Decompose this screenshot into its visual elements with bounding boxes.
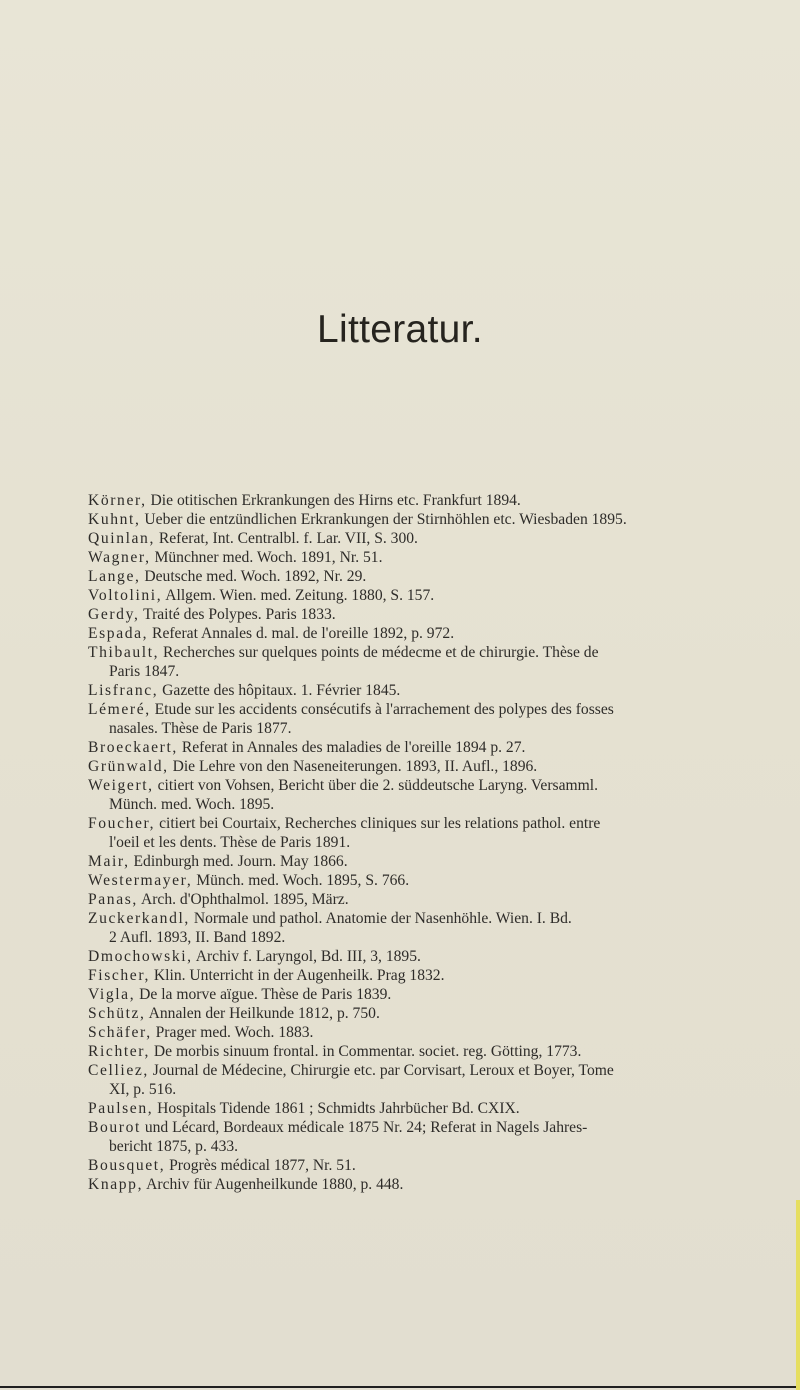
reference-author: Grünwald, bbox=[88, 758, 169, 775]
reference-author: Bousquet, bbox=[88, 1157, 166, 1174]
page-right-edge bbox=[796, 1200, 800, 1390]
reference-entry bbox=[88, 567, 714, 586]
reference-entry bbox=[88, 871, 714, 890]
reference-entry bbox=[88, 776, 714, 814]
reference-author: Panas, bbox=[88, 891, 138, 908]
reference-text: Archiv f. Laryngol, Bd. III, 3, 1895. bbox=[195, 948, 421, 965]
reference-author: Körner, bbox=[88, 492, 147, 509]
reference-entry bbox=[88, 1118, 714, 1156]
reference-text: Klin. Unterricht in der Augenheilk. Prag 1832. bbox=[153, 967, 445, 984]
reference-entry bbox=[88, 624, 714, 643]
reference-text: Traité des Polypes. Paris 1833. bbox=[143, 606, 336, 623]
reference-text: Edinburgh med. Journ. May 1866. bbox=[133, 853, 348, 870]
reference-text: Archiv für Augenheilkunde 1880, p. 448. bbox=[146, 1176, 404, 1193]
reference-author: Lémeré, bbox=[88, 701, 151, 718]
reference-entry bbox=[88, 700, 714, 738]
reference-text: Ueber die entzündlichen Erkrankungen der Stirnhöhlen etc. Wiesbaden 1895. bbox=[144, 511, 627, 528]
reference-text: Prager med. Woch. 1883. bbox=[155, 1024, 314, 1041]
reference-author: Knapp, bbox=[88, 1176, 144, 1193]
reference-entry bbox=[88, 1023, 714, 1042]
reference-text-continuation: Paris 1847. bbox=[109, 663, 180, 680]
reference-entry bbox=[88, 1175, 714, 1194]
reference-author: Schäfer, bbox=[88, 1024, 152, 1041]
reference-author: Gerdy, bbox=[88, 606, 140, 623]
reference-author: Lange, bbox=[88, 568, 141, 585]
page-title: Litteratur. bbox=[317, 308, 483, 351]
reference-text-continuation: Münch. med. Woch. 1895. bbox=[109, 796, 275, 813]
reference-author: Fischer, bbox=[88, 967, 150, 984]
reference-text-continuation: bericht 1875, p. 433. bbox=[109, 1138, 239, 1155]
reference-list bbox=[88, 491, 714, 1194]
reference-text: Deutsche med. Woch. 1892, Nr. 29. bbox=[144, 568, 367, 585]
reference-text: Normale und pathol. Anatomie der Nasenhöhle. Wien. I. Bd. bbox=[193, 910, 572, 927]
reference-author: Foucher, bbox=[88, 815, 156, 832]
reference-entry bbox=[88, 738, 714, 757]
reference-entry bbox=[88, 947, 714, 966]
reference-text: Arch. d'Ophthalmol. 1895, März. bbox=[140, 891, 349, 908]
reference-text: Münchner med. Woch. 1891, Nr. 51. bbox=[154, 549, 383, 566]
reference-author: Vigla, bbox=[88, 986, 136, 1003]
reference-entry bbox=[88, 548, 714, 567]
reference-author: Thibault, bbox=[88, 644, 160, 661]
reference-text: De la morve aïgue. Thèse de Paris 1839. bbox=[139, 986, 392, 1003]
reference-entry bbox=[88, 1042, 714, 1061]
reference-entry bbox=[88, 586, 714, 605]
reference-text: und Lécard, Bordeaux médicale 1875 Nr. 24; Referat in Nagels Jahres- bbox=[144, 1119, 588, 1136]
reference-entry bbox=[88, 1156, 714, 1175]
reference-author: Dmochowski, bbox=[88, 948, 193, 965]
reference-text: Recherches sur quelques points de médecme et de chirurgie. Thèse de bbox=[163, 644, 599, 661]
reference-entry bbox=[88, 1099, 714, 1118]
reference-entry bbox=[88, 1061, 714, 1099]
reference-text-continuation: 2 Aufl. 1893, II. Band 1892. bbox=[109, 929, 286, 946]
reference-text: Annalen der Heilkunde 1812, p. 750. bbox=[148, 1005, 380, 1022]
reference-author: Mair, bbox=[88, 853, 130, 870]
reference-author: Paulsen, bbox=[88, 1100, 154, 1117]
reference-text: De morbis sinuum frontal. in Commentar. societ. reg. Götting, 1773. bbox=[153, 1043, 582, 1060]
reference-text-continuation: nasales. Thèse de Paris 1877. bbox=[109, 720, 292, 737]
reference-text: Hospitals Tidende 1861 ; Schmidts Jahrbücher Bd. CXIX. bbox=[157, 1100, 520, 1117]
reference-entry bbox=[88, 890, 714, 909]
reference-text: Gazette des hôpitaux. 1. Février 1845. bbox=[162, 682, 401, 699]
reference-entry bbox=[88, 643, 714, 681]
reference-author: Kuhnt, bbox=[88, 511, 141, 528]
reference-text: Referat Annales d. mal. de l'oreille 1892, p. 972. bbox=[152, 625, 455, 642]
reference-entry bbox=[88, 814, 714, 852]
reference-entry bbox=[88, 909, 714, 947]
reference-text: Journal de Médecine, Chirurgie etc. par Corvisart, Leroux et Boyer, Tome bbox=[152, 1062, 614, 1079]
reference-author: Quinlan, bbox=[88, 530, 155, 547]
reference-text: Referat in Annales des maladies de l'oreille 1894 p. 27. bbox=[181, 739, 526, 756]
reference-text-continuation: l'oeil et les dents. Thèse de Paris 1891. bbox=[109, 834, 351, 851]
reference-entry bbox=[88, 491, 714, 510]
reference-entry bbox=[88, 966, 714, 985]
reference-entry bbox=[88, 605, 714, 624]
reference-author: Lisfranc, bbox=[88, 682, 159, 699]
reference-text: Münch. med. Woch. 1895, S. 766. bbox=[196, 872, 410, 889]
reference-text: Die Lehre von den Naseneiterungen. 1893, II. Aufl., 1896. bbox=[172, 758, 538, 775]
reference-author: Voltolini, bbox=[88, 587, 163, 604]
reference-text: Allgem. Wien. med. Zeitung. 1880, S. 157. bbox=[165, 587, 435, 604]
reference-entry bbox=[88, 510, 714, 529]
reference-author: Wagner, bbox=[88, 549, 151, 566]
reference-author: Espada, bbox=[88, 625, 149, 642]
reference-text: Die otitischen Erkrankungen des Hirns etc. Frankfurt 1894. bbox=[150, 492, 521, 509]
reference-entry bbox=[88, 1004, 714, 1023]
reference-author: Weigert, bbox=[88, 777, 154, 794]
reference-text: citiert von Vohsen, Bericht über die 2. süddeutsche Laryng. Versamml. bbox=[157, 777, 599, 794]
reference-author: Westermayer, bbox=[88, 872, 193, 889]
reference-author: Zuckerkandl, bbox=[88, 910, 190, 927]
reference-text: citiert bei Courtaix, Recherches cliniques sur les relations pathol. entre bbox=[159, 815, 601, 832]
reference-entry bbox=[88, 757, 714, 776]
reference-text-continuation: XI, p. 516. bbox=[109, 1081, 177, 1098]
reference-entry bbox=[88, 985, 714, 1004]
reference-entry bbox=[88, 852, 714, 871]
reference-author: Bourot bbox=[88, 1119, 141, 1136]
reference-author: Broeckaert, bbox=[88, 739, 178, 756]
reference-text: Progrès médical 1877, Nr. 51. bbox=[169, 1157, 356, 1174]
reference-text: Etude sur les accidents consécutifs à l'arrachement des polypes des fosses bbox=[154, 701, 614, 718]
reference-text: Referat, Int. Centralbl. f. Lar. VII, S. 300. bbox=[158, 530, 418, 547]
reference-entry bbox=[88, 681, 714, 700]
reference-entry bbox=[88, 529, 714, 548]
reference-author: Richter, bbox=[88, 1043, 150, 1060]
reference-author: Schütz, bbox=[88, 1005, 146, 1022]
reference-author: Celliez, bbox=[88, 1062, 149, 1079]
page-bottom-edge bbox=[0, 1386, 800, 1388]
